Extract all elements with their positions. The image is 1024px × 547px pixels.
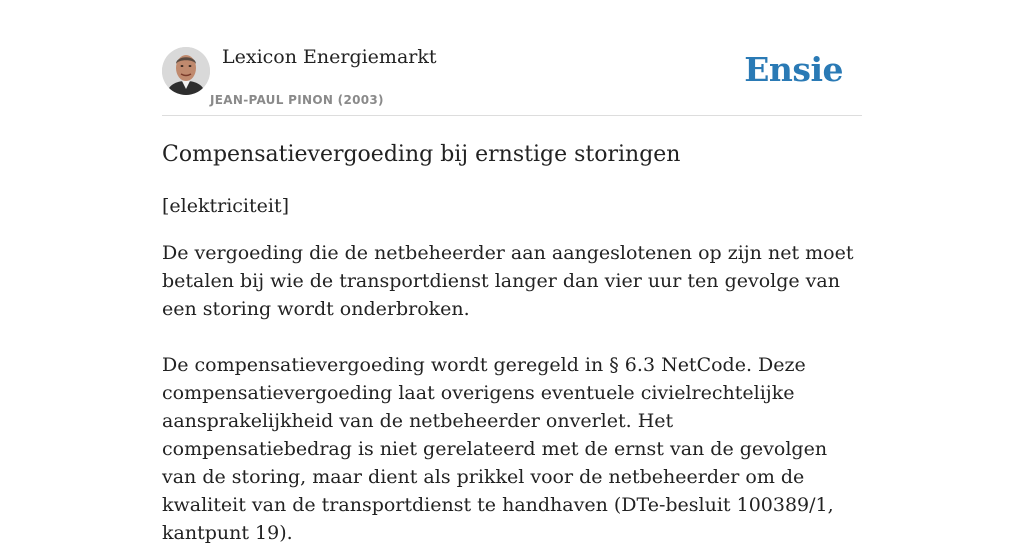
header <box>162 40 862 116</box>
author-photo <box>162 47 210 95</box>
author-name[interactable]: JEAN-PAUL PINON (2003) <box>210 93 384 107</box>
article <box>162 140 862 547</box>
paragraph: De compensatievergoeding wordt geregeld in § 6.3 NetCode. Deze compensatievergoeding laat overigens eventuele civielrechtelijke aansprakelijkheid van de netbeheerder onverlet. Het compensatiebedrag is niet gerelateerd met de ernst van de gevolgen van de storing, maar dient als prikkel voor de netbeheerder om de kwaliteit van de transportdienst te handhaven (DTe-besluit 100389/1, kantpunt 19). <box>162 354 834 544</box>
author-avatar[interactable] <box>162 47 210 95</box>
paragraph: De vergoeding die de netbeheerder aan aangeslotenen op zijn net moet betalen bij wie de transportdienst langer dan vier uur ten gevolge van een storing wordt onderbroken. <box>162 242 854 320</box>
category-label: [elektriciteit] <box>162 195 290 217</box>
book-title[interactable]: Lexicon Energiemarkt <box>222 46 437 68</box>
brand-logo[interactable]: Ensie <box>744 50 843 89</box>
article-title: Compensatievergoeding bij ernstige storingen <box>162 142 681 167</box>
